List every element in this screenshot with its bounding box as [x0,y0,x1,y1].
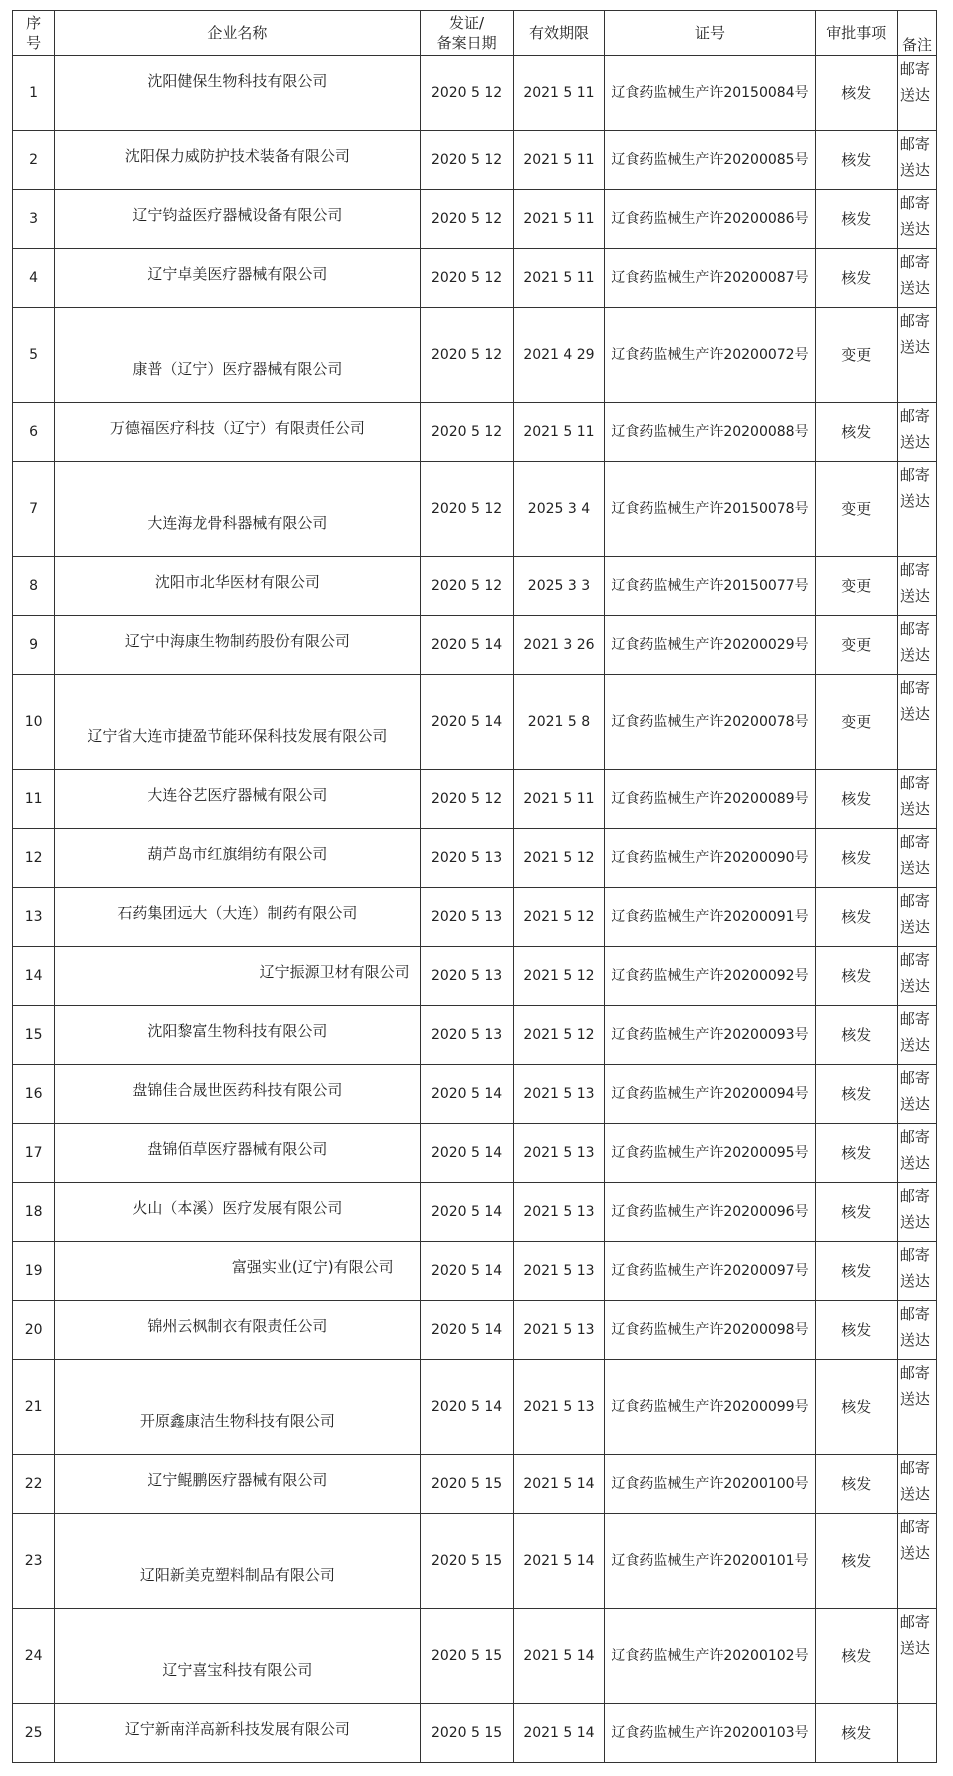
approval-item-cell: 核发 [815,1301,897,1360]
valid-date-cell: 2021 5 8 [513,675,605,770]
note-cell [897,131,936,190]
valid-date-cell: 2021 3 26 [513,616,605,675]
table-row [13,1301,937,1360]
seq-cell: 23 [13,1514,55,1609]
cert-number-cell: 辽食药监械生产许20200097号 [605,1242,815,1301]
cert-number-cell: 辽食药监械生产许20150084号 [605,56,815,131]
note-text: 送达 [899,977,930,995]
note-cell [897,1704,936,1763]
table-row [13,557,937,616]
cert-number-cell: 辽食药监械生产许20200087号 [605,249,815,308]
note-cell [897,462,936,557]
note-cell [897,1455,936,1514]
header-row [13,11,937,56]
table-row [13,131,937,190]
note-cell [897,56,936,131]
note-text: 邮寄 [899,466,930,484]
cert-number-cell: 辽食药监械生产许20200094号 [605,1065,815,1124]
cert-number-cell: 辽食药监械生产许20200093号 [605,1006,815,1065]
issue-date-cell: 2020 5 15 [420,1704,513,1763]
valid-date-cell: 2021 5 14 [513,1455,605,1514]
cert-number-cell: 辽食药监械生产许20200085号 [605,131,815,190]
company-name-cell: 富强实业(辽宁)有限公司 [55,1242,420,1301]
company-name-cell: 辽阳新美克塑料制品有限公司 [55,1514,420,1609]
company-name-cell: 沈阳健保生物科技有限公司 [55,56,420,131]
company-name-cell: 万德福医疗科技（辽宁）有限责任公司 [55,403,420,462]
issue-date-cell: 2020 5 12 [420,249,513,308]
note-cell [897,403,936,462]
approval-item-cell: 核发 [815,131,897,190]
license-table [12,10,937,1763]
table-row [13,1124,937,1183]
seq-cell: 9 [13,616,55,675]
issue-date-cell: 2020 5 14 [420,1360,513,1455]
note-text: 邮寄 [899,1459,930,1477]
seq-cell: 5 [13,308,55,403]
valid-date-cell: 2021 5 13 [513,1183,605,1242]
table-row [13,675,937,770]
approval-item-cell: 核发 [815,770,897,829]
note-text: 邮寄 [899,833,930,851]
table-row [13,308,937,403]
note-text: 送达 [899,587,930,605]
seq-cell: 20 [13,1301,55,1360]
seq-cell: 4 [13,249,55,308]
approval-item-cell: 核发 [815,1242,897,1301]
cert-number-cell: 辽食药监械生产许20200096号 [605,1183,815,1242]
header-issue-date: 发证/ 备案日期 [420,11,513,56]
approval-item-cell: 核发 [815,1609,897,1704]
valid-date-cell: 2021 5 13 [513,1360,605,1455]
note-text: 送达 [899,1272,930,1290]
note-cell [897,829,936,888]
valid-date-cell: 2021 5 11 [513,56,605,131]
table-row [13,1183,937,1242]
valid-date-cell: 2021 5 11 [513,249,605,308]
approval-item-cell: 核发 [815,249,897,308]
seq-cell: 10 [13,675,55,770]
note-text: 邮寄 [899,774,930,792]
approval-item-cell: 核发 [815,829,897,888]
seq-cell: 16 [13,1065,55,1124]
note-text: 送达 [899,705,930,723]
table-row [13,403,937,462]
note-text: 邮寄 [899,1246,930,1264]
issue-date-cell: 2020 5 12 [420,403,513,462]
seq-cell: 6 [13,403,55,462]
approval-item-cell: 变更 [815,308,897,403]
valid-date-cell: 2021 5 12 [513,947,605,1006]
cert-number-cell: 辽食药监械生产许20200078号 [605,675,815,770]
cert-number-cell: 辽食药监械生产许20200103号 [605,1704,815,1763]
issue-date-cell: 2020 5 13 [420,947,513,1006]
company-name-cell: 沈阳黎富生物科技有限公司 [55,1006,420,1065]
issue-date-cell: 2020 5 15 [420,1514,513,1609]
cert-number-cell: 辽食药监械生产许20200088号 [605,403,815,462]
note-cell [897,770,936,829]
company-name-cell: 辽宁钧益医疗器械设备有限公司 [55,190,420,249]
note-text: 送达 [899,918,930,936]
approval-item-cell: 核发 [815,888,897,947]
table-row [13,1006,937,1065]
seq-cell: 3 [13,190,55,249]
valid-date-cell: 2025 3 4 [513,462,605,557]
note-cell [897,249,936,308]
approval-item-cell: 变更 [815,462,897,557]
company-name-cell: 辽宁振源卫材有限公司 [55,947,420,1006]
license-table-container [12,10,937,1763]
table-row [13,947,937,1006]
company-name-cell: 盘锦佰草医疗器械有限公司 [55,1124,420,1183]
note-text: 邮寄 [899,194,930,212]
issue-date-cell: 2020 5 12 [420,462,513,557]
table-row [13,829,937,888]
header-item: 审批事项 [815,11,897,56]
note-text: 邮寄 [899,253,930,271]
approval-item-cell: 核发 [815,56,897,131]
seq-cell: 15 [13,1006,55,1065]
note-cell [897,1301,936,1360]
table-row [13,249,937,308]
cert-number-cell: 辽食药监械生产许20200089号 [605,770,815,829]
issue-date-cell: 2020 5 14 [420,616,513,675]
company-name-cell: 辽宁省大连市捷盈节能环保科技发展有限公司 [55,675,420,770]
seq-cell: 18 [13,1183,55,1242]
seq-cell: 1 [13,56,55,131]
note-text: 邮寄 [899,679,930,697]
note-text: 邮寄 [899,312,930,330]
company-name-cell: 开原鑫康洁生物科技有限公司 [55,1360,420,1455]
cert-number-cell: 辽食药监械生产许20200102号 [605,1609,815,1704]
issue-date-cell: 2020 5 14 [420,1242,513,1301]
table-row [13,1065,937,1124]
valid-date-cell: 2021 5 14 [513,1704,605,1763]
note-cell [897,1609,936,1704]
note-cell [897,947,936,1006]
cert-number-cell: 辽食药监械生产许20200072号 [605,308,815,403]
issue-date-cell: 2020 5 14 [420,1124,513,1183]
note-text: 送达 [899,1154,930,1172]
valid-date-cell: 2021 5 14 [513,1514,605,1609]
table-row [13,462,937,557]
approval-item-cell: 变更 [815,616,897,675]
note-text: 送达 [899,1213,930,1231]
issue-date-cell: 2020 5 12 [420,770,513,829]
cert-number-cell: 辽食药监械生产许20200090号 [605,829,815,888]
note-cell [897,557,936,616]
note-text: 邮寄 [899,620,930,638]
note-text: 邮寄 [899,561,930,579]
issue-date-cell: 2020 5 14 [420,1183,513,1242]
company-name-cell: 辽宁鲲鹏医疗器械有限公司 [55,1455,420,1514]
company-name-cell: 沈阳保力威防护技术装备有限公司 [55,131,420,190]
note-text: 送达 [899,646,930,664]
note-text: 邮寄 [899,1187,930,1205]
header-name: 企业名称 [55,11,420,56]
note-text: 送达 [899,86,930,104]
approval-item-cell: 核发 [815,1455,897,1514]
cert-number-cell: 辽食药监械生产许20200101号 [605,1514,815,1609]
issue-date-cell: 2020 5 12 [420,308,513,403]
valid-date-cell: 2021 5 11 [513,190,605,249]
valid-date-cell: 2021 5 11 [513,770,605,829]
approval-item-cell: 核发 [815,1360,897,1455]
valid-date-cell: 2021 5 13 [513,1124,605,1183]
cert-number-cell: 辽食药监械生产许20200092号 [605,947,815,1006]
valid-date-cell: 2021 4 29 [513,308,605,403]
table-row [13,888,937,947]
company-name-cell: 石药集团远大（大连）制药有限公司 [55,888,420,947]
note-text: 送达 [899,800,930,818]
approval-item-cell: 核发 [815,1704,897,1763]
issue-date-cell: 2020 5 14 [420,675,513,770]
seq-cell: 21 [13,1360,55,1455]
seq-cell: 14 [13,947,55,1006]
note-text: 送达 [899,1544,930,1562]
approval-item-cell: 核发 [815,1183,897,1242]
note-text: 邮寄 [899,1364,930,1382]
company-name-cell: 火山（本溪）医疗发展有限公司 [55,1183,420,1242]
company-name-cell: 康普（辽宁）医疗器械有限公司 [55,308,420,403]
note-cell [897,1006,936,1065]
valid-date-cell: 2021 5 13 [513,1242,605,1301]
note-text: 邮寄 [899,951,930,969]
note-text: 邮寄 [899,1518,930,1536]
table-row [13,1360,937,1455]
note-cell [897,888,936,947]
table-row [13,56,937,131]
table-row [13,1455,937,1514]
issue-date-cell: 2020 5 14 [420,1065,513,1124]
note-text: 送达 [899,1331,930,1349]
seq-cell: 17 [13,1124,55,1183]
company-name-cell: 盘锦佳合晟世医药科技有限公司 [55,1065,420,1124]
issue-date-cell: 2020 5 13 [420,829,513,888]
cert-number-cell: 辽食药监械生产许20150078号 [605,462,815,557]
company-name-cell: 辽宁中海康生物制药股份有限公司 [55,616,420,675]
valid-date-cell: 2021 5 12 [513,888,605,947]
note-cell [897,675,936,770]
approval-item-cell: 变更 [815,557,897,616]
issue-date-cell: 2020 5 15 [420,1455,513,1514]
company-name-cell: 葫芦岛市红旗绢纺有限公司 [55,829,420,888]
note-cell [897,1183,936,1242]
table-row [13,770,937,829]
company-name-cell: 辽宁卓美医疗器械有限公司 [55,249,420,308]
table-row [13,616,937,675]
cert-number-cell: 辽食药监械生产许20200091号 [605,888,815,947]
seq-cell: 8 [13,557,55,616]
note-text: 邮寄 [899,60,930,78]
note-text: 邮寄 [899,407,930,425]
seq-cell: 7 [13,462,55,557]
cert-number-cell: 辽食药监械生产许20200100号 [605,1455,815,1514]
approval-item-cell: 核发 [815,1006,897,1065]
approval-item-cell: 核发 [815,403,897,462]
note-text: 送达 [899,492,930,510]
cert-number-cell: 辽食药监械生产许20200086号 [605,190,815,249]
valid-date-cell: 2021 5 13 [513,1065,605,1124]
issue-date-cell: 2020 5 13 [420,1006,513,1065]
company-name-cell: 沈阳市北华医材有限公司 [55,557,420,616]
issue-date-cell: 2020 5 15 [420,1609,513,1704]
issue-date-cell: 2020 5 12 [420,190,513,249]
note-text: 送达 [899,338,930,356]
note-text: 邮寄 [899,1010,930,1028]
note-cell [897,190,936,249]
note-cell [897,1360,936,1455]
issue-date-cell: 2020 5 12 [420,557,513,616]
valid-date-cell: 2025 3 3 [513,557,605,616]
cert-number-cell: 辽食药监械生产许20200095号 [605,1124,815,1183]
valid-date-cell: 2021 5 13 [513,1301,605,1360]
approval-item-cell: 核发 [815,1124,897,1183]
cert-number-cell: 辽食药监械生产许20200098号 [605,1301,815,1360]
valid-date-cell: 2021 5 12 [513,829,605,888]
note-text: 送达 [899,1095,930,1113]
note-text: 送达 [899,1639,930,1657]
note-text: 邮寄 [899,1613,930,1631]
header-valid: 有效期限 [513,11,605,56]
note-cell [897,1065,936,1124]
table-row [13,1242,937,1301]
note-cell [897,308,936,403]
seq-cell: 24 [13,1609,55,1704]
note-cell [897,1514,936,1609]
note-text: 送达 [899,220,930,238]
note-cell [897,1124,936,1183]
issue-date-cell: 2020 5 12 [420,56,513,131]
header-seq: 序 号 [13,11,55,56]
note-text: 送达 [899,1036,930,1054]
note-text: 送达 [899,859,930,877]
note-cell [897,1242,936,1301]
valid-date-cell: 2021 5 11 [513,131,605,190]
approval-item-cell: 变更 [815,675,897,770]
seq-cell: 12 [13,829,55,888]
valid-date-cell: 2021 5 14 [513,1609,605,1704]
note-text: 送达 [899,1390,930,1408]
company-name-cell: 辽宁新南洋高新科技发展有限公司 [55,1704,420,1763]
company-name-cell: 大连海龙骨科器械有限公司 [55,462,420,557]
company-name-cell: 大连谷艺医疗器械有限公司 [55,770,420,829]
note-text: 送达 [899,433,930,451]
note-text: 邮寄 [899,1128,930,1146]
approval-item-cell: 核发 [815,1514,897,1609]
issue-date-cell: 2020 5 14 [420,1301,513,1360]
cert-number-cell: 辽食药监械生产许20150077号 [605,557,815,616]
seq-cell: 11 [13,770,55,829]
company-name-cell: 辽宁喜宝科技有限公司 [55,1609,420,1704]
header-cert: 证号 [605,11,815,56]
note-text: 邮寄 [899,892,930,910]
note-text: 邮寄 [899,135,930,153]
note-cell [897,616,936,675]
note-text: 送达 [899,279,930,297]
header-note: 备注 [897,11,936,56]
approval-item-cell: 核发 [815,1065,897,1124]
seq-cell: 13 [13,888,55,947]
seq-cell: 19 [13,1242,55,1301]
approval-item-cell: 核发 [815,190,897,249]
seq-cell: 2 [13,131,55,190]
table-row [13,1609,937,1704]
note-text: 送达 [899,161,930,179]
seq-cell: 25 [13,1704,55,1763]
table-row [13,1514,937,1609]
note-text: 邮寄 [899,1305,930,1323]
issue-date-cell: 2020 5 13 [420,888,513,947]
note-text: 送达 [899,1485,930,1503]
issue-date-cell: 2020 5 12 [420,131,513,190]
valid-date-cell: 2021 5 12 [513,1006,605,1065]
approval-item-cell: 核发 [815,947,897,1006]
cert-number-cell: 辽食药监械生产许20200029号 [605,616,815,675]
note-text: 邮寄 [899,1069,930,1087]
table-row [13,190,937,249]
company-name-cell: 锦州云枫制衣有限责任公司 [55,1301,420,1360]
valid-date-cell: 2021 5 11 [513,403,605,462]
table-row [13,1704,937,1763]
cert-number-cell: 辽食药监械生产许20200099号 [605,1360,815,1455]
seq-cell: 22 [13,1455,55,1514]
